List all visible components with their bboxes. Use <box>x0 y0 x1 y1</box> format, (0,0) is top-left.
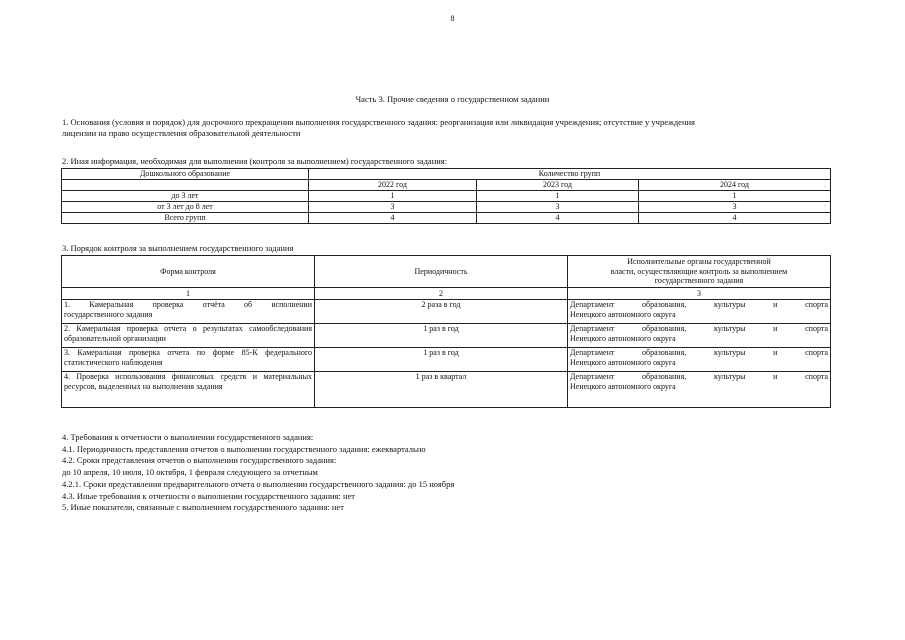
table-row <box>62 300 831 324</box>
control-period-cell: 2 раза в год <box>315 300 568 324</box>
cell-value: 3 <box>309 202 477 213</box>
cell-value: 3 <box>477 202 639 213</box>
org-header-line: государственного задания <box>654 276 744 286</box>
cell-value: 1 <box>477 191 639 202</box>
table-row <box>62 324 831 348</box>
requirement-line: 4.2.1. Сроки представления предварительного отчета о выполнении государственного задания: до 15 ноября <box>62 478 455 489</box>
cell-value: 1 <box>309 191 477 202</box>
control-form-line: 4. Проверка использования финансовых средств и материальных <box>64 372 312 381</box>
cell-value: 3 <box>639 202 831 213</box>
table-row <box>62 213 831 224</box>
requirement-line: до 10 апреля, 10 июля, 10 октября, 1 февраля следующего за отчетным <box>62 467 318 478</box>
row-label: Всего групп <box>62 213 309 224</box>
cell-value: 1 <box>639 191 831 202</box>
year-header: 2024 год <box>639 180 831 191</box>
control-org-line: Ненецкого автономного округа <box>570 381 676 391</box>
org-header <box>568 256 831 288</box>
control-form-line: статистического наблюдения <box>64 357 163 367</box>
control-org-cell <box>568 348 831 372</box>
section-3-heading: 3. Порядок контроля за выполнением государственного задания <box>62 243 294 253</box>
org-header-line: Исполнительные органы государственной <box>627 257 771 267</box>
control-form-cell <box>62 348 315 372</box>
control-form-line: 1. Камеральная проверка отчёта об исполнении <box>64 300 312 309</box>
control-table-header-row <box>62 256 831 288</box>
cell-value: 4 <box>309 213 477 224</box>
row-label: до 3 лет <box>62 191 309 202</box>
control-org-cell <box>568 372 831 408</box>
row-label: от 3 лет до 8 лет <box>62 202 309 213</box>
control-org-cell <box>568 324 831 348</box>
requirement-line: 4. Требования к отчетности о выполнении государственного задания: <box>62 432 314 442</box>
groups-count-header: Количество групп <box>309 169 831 180</box>
control-org-line: Департамент образования, культуры и спорта <box>570 372 828 381</box>
control-form-cell <box>62 300 315 324</box>
section-1-line-1: 1. Основания (условия и порядок) для досрочного прекращения выполнения государственного задания: реорганизация или ликвидация учреждения; отсутствие у учреждения <box>62 117 695 127</box>
requirement-line: 4.1. Периодичность представления отчетов о выполнении государственного задания: ежеквартально <box>62 443 426 454</box>
table-row <box>62 372 831 408</box>
requirement-line: 4.3. Иные требования к отчетности о выполнении государственного задания: нет <box>62 490 355 501</box>
control-org-line: Ненецкого автономного округа <box>570 333 676 343</box>
control-form-line: государственного задания <box>64 309 153 319</box>
section-1-text <box>62 117 842 138</box>
control-period-cell: 1 раз в квартал <box>315 372 568 408</box>
period-header: Периодичность <box>315 256 568 288</box>
requirement-line: 5. Иные показатели, связанные с выполнением государственного задания: нет <box>62 502 344 513</box>
year-header: 2022 год <box>309 180 477 191</box>
control-table <box>61 255 831 408</box>
control-form-line: 2. Камеральная проверка отчета о результатах самообследования <box>64 324 312 333</box>
control-org-line: Департамент образования, культуры и спорта <box>570 348 828 357</box>
control-form-cell <box>62 372 315 408</box>
form-header: Форма контроля <box>62 256 315 288</box>
col-number: 1 <box>62 288 315 300</box>
control-form-cell <box>62 324 315 348</box>
groups-table-years-row <box>62 180 831 191</box>
table-row <box>62 202 831 213</box>
control-table-number-row <box>62 288 831 300</box>
groups-empty-cell <box>62 180 309 191</box>
control-org-line: Департамент образования, культуры и спорта <box>570 300 828 309</box>
table-row <box>62 191 831 202</box>
control-period-cell: 1 раз в год <box>315 348 568 372</box>
control-org-cell <box>568 300 831 324</box>
control-period-cell: 1 раз в год <box>315 324 568 348</box>
requirement-line: 4.2. Сроки представления отчетов о выполнении государственного задания: <box>62 455 337 466</box>
page-title: Часть 3. Прочие сведения о государственном задании <box>355 94 550 104</box>
control-org-line: Ненецкого автономного округа <box>570 309 676 319</box>
cell-value: 4 <box>639 213 831 224</box>
groups-table-header-row <box>62 169 831 180</box>
groups-table <box>61 168 831 224</box>
table-row <box>62 348 831 372</box>
control-form-line: ресурсов, выделенных на выполнения задания <box>64 381 223 391</box>
section-2-heading: 2. Иная информация, необходимая для выполнения (контроля за выполнением) государственного задания: <box>62 156 448 166</box>
section-1-line-2: лицензии на право осуществления образовательной деятельности <box>62 127 301 138</box>
page-number: 8 <box>450 14 455 23</box>
control-org-line: Ненецкого автономного округа <box>570 357 676 367</box>
control-org-line: Департамент образования, культуры и спорта <box>570 324 828 333</box>
org-header-line: власти, осуществляющие контроль за выполнением <box>610 266 788 276</box>
groups-col-label: Дошкольного образование <box>62 169 309 180</box>
cell-value: 4 <box>477 213 639 224</box>
col-number: 3 <box>568 288 831 300</box>
col-number: 2 <box>315 288 568 300</box>
control-form-line: образовательной организации <box>64 333 166 343</box>
control-form-line: 3. Камеральная проверка отчета по форме 85-К федерального <box>64 348 312 357</box>
year-header: 2023 год <box>477 180 639 191</box>
reporting-requirements <box>62 432 842 514</box>
